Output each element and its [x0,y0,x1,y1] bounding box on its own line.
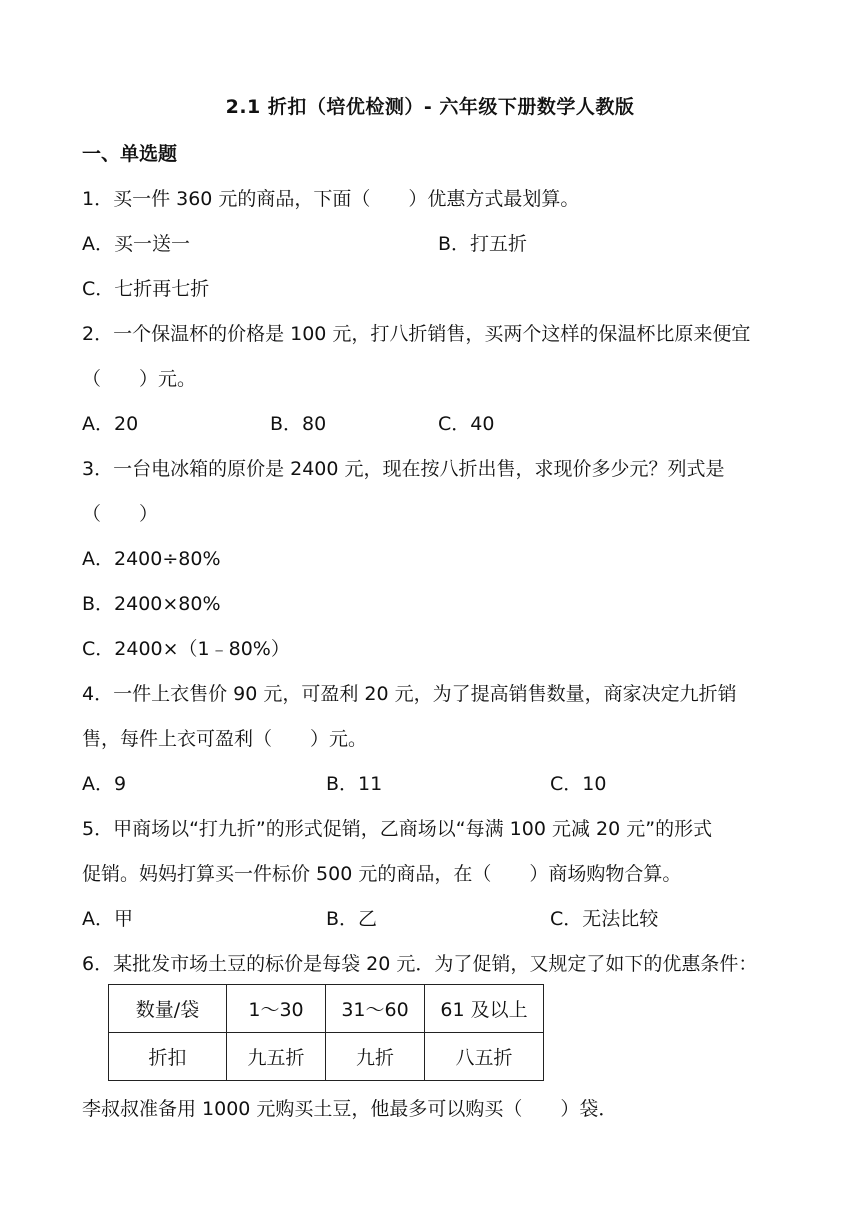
table-cell: 61 及以上 [425,985,544,1033]
question-5-option-b: B．乙 [326,908,378,930]
question-4-option-c: C．10 [550,773,607,795]
table-cell: 九折 [326,1033,425,1081]
question-5-stem-line-2: 促销。妈妈打算买一件标价 500 元的商品，在（ ）商场购物合算。 [82,863,682,885]
section-heading: 一、单选题 [82,143,178,165]
question-1-stem: 1．买一件 360 元的商品，下面（ ）优惠方式最划算。 [82,188,580,210]
question-3-option-a: A．2400÷80% [82,548,221,570]
question-4-stem-line-2: 售，每件上衣可盈利（ ）元。 [82,728,368,750]
question-6-followup: 李叔叔准备用 1000 元购买土豆，他最多可以购买（ ）袋． [82,1098,618,1120]
discount-table [108,984,544,1081]
question-1-option-b: B．打五折 [438,233,528,255]
question-1-option-a: A．买一送一 [82,233,190,255]
table-cell: 九五折 [227,1033,326,1081]
document-title: 2.1 折扣（培优检测）- 六年级下册数学人教版 [225,96,635,118]
question-3-stem-line-2: （ ） [82,503,159,525]
question-5-option-a: A．甲 [82,908,133,930]
table-cell: 八五折 [425,1033,544,1081]
question-6-stem: 6．某批发市场土豆的标价是每袋 20 元．为了促销，又规定了如下的优惠条件： [82,953,758,975]
question-4-option-a: A．9 [82,773,127,795]
question-4-stem-line-1: 4．一件上衣售价 90 元，可盈利 20 元，为了提高销售数量，商家决定九折销 [82,683,737,705]
question-3-option-b: B．2400×80% [82,593,221,615]
question-2-option-c: C．40 [438,413,495,435]
question-5-option-c: C．无法比较 [550,908,659,930]
table-cell: 折扣 [109,1033,227,1081]
table-row [109,985,544,1033]
question-4-option-b: B．11 [326,773,383,795]
table-cell: 数量/袋 [109,985,227,1033]
question-2-option-b: B．80 [270,413,327,435]
question-5-stem-line-1: 5．甲商场以“打九折”的形式促销，乙商场以“每满 100 元减 20 元”的形式 [82,818,713,840]
question-2-option-a: A．20 [82,413,139,435]
table-cell: 1～30 [227,985,326,1033]
question-3-option-c: C．2400×（1﹣80%） [82,638,290,660]
table-row [109,1033,544,1081]
question-2-stem-line-2: （ ）元。 [82,368,197,390]
table-cell: 31～60 [326,985,425,1033]
question-1-option-c: C．七折再七折 [82,278,210,300]
question-2-stem-line-1: 2．一个保温杯的价格是 100 元，打八折销售，买两个这样的保温杯比原来便宜 [82,323,751,345]
question-3-stem-line-1: 3．一台电冰箱的原价是 2400 元，现在按八折出售，求现价多少元？列式是 [82,458,725,480]
